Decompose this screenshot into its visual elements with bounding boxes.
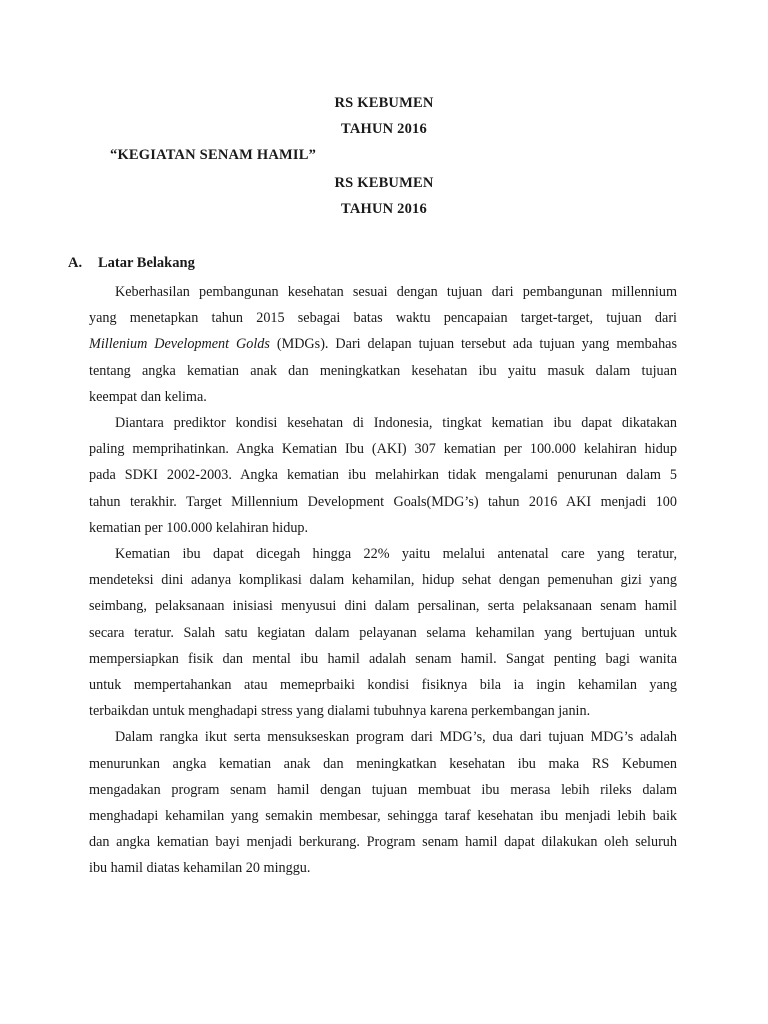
- paragraph-line: tahun terakhir. Target Millennium Development Goals(MDG’s) tahun 2016 AKI menjadi 100: [89, 493, 677, 510]
- header-institution-repeat: RS KEBUMEN: [334, 175, 434, 191]
- section-letter: A.: [68, 255, 83, 271]
- paragraph-line: mempersiapkan fisik dan mental ibu hamil adalah senam hamil. Sangat penting bagi wanita: [89, 650, 677, 667]
- section-heading: [68, 254, 195, 272]
- paragraph-3: [89, 541, 677, 724]
- paragraph-1: [89, 279, 677, 410]
- mdg-italic-term: Millenium Development Golds: [89, 336, 270, 353]
- paragraph-line: Keberhasilan pembangunan kesehatan sesuai dengan tujuan dari pembangunan millennium: [115, 284, 677, 300]
- paragraph-line-mixed: [89, 331, 677, 357]
- paragraph-line: secara teratur. Salah satu kegiatan dalam pelayanan selama kehamilan yang bertujuan untuk: [89, 624, 677, 641]
- paragraph-line: seimbang, pelaksanaan inisiasi menyusui dini dalam persalinan, serta pelaksanaan senam hamil: [89, 598, 677, 615]
- paragraph-line: yang menetapkan tahun 2015 sebagai batas waktu pencapaian target-target, tujuan dari: [89, 310, 677, 327]
- paragraph-line: Kematian ibu dapat dicegah hingga 22% yaitu melalui antenatal care yang teratur,: [115, 546, 677, 563]
- paragraph-line: mengadakan program senam hamil dengan tujuan membuat ibu merasa lebih rileks dalam: [89, 781, 677, 798]
- paragraph-4: [89, 724, 677, 881]
- paragraph-line: Dalam rangka ikut serta mensukseskan program dari MDG’s, dua dari tujuan MDG’s adalah: [115, 729, 677, 746]
- paragraph-2: [89, 410, 677, 541]
- header-year: TAHUN 2016: [341, 121, 427, 137]
- paragraph-line: kematian per 100.000 kelahiran hidup.: [89, 519, 309, 536]
- paragraph-line: keempat dan kelima.: [89, 388, 207, 405]
- section-title: Latar Belakang: [98, 255, 195, 271]
- paragraph-line: Diantara prediktor kondisi kesehatan di Indonesia, tingkat kematian ibu dapat dikatakan: [115, 415, 677, 432]
- paragraph-line: tentang angka kematian anak dan meningkatkan kesehatan ibu yaitu masuk dalam tujuan: [89, 362, 677, 379]
- paragraph-line: pada SDKI 2002-2003. Angka kematian ibu melahirkan tidak mengalami penurunan dalam 5: [89, 467, 677, 484]
- header-institution: RS KEBUMEN: [334, 95, 434, 111]
- header-year-repeat: TAHUN 2016: [341, 201, 427, 217]
- paragraph-line: untuk mempertahankan atau memeprbaiki kondisi fisiknya bila ia ingin kehamilan yang: [89, 677, 677, 694]
- paragraph-line-rest: (MDGs). Dari delapan tujuan tersebut ada tujuan yang membahas: [269, 336, 677, 353]
- body-text: [89, 279, 677, 882]
- paragraph-line: menurunkan angka kematian anak dan meningkatkan kesehatan ibu maka RS Kebumen: [89, 755, 677, 772]
- paragraph-line: ibu hamil diatas kehamilan 20 minggu.: [89, 860, 311, 877]
- paragraph-line: paling memprihatinkan. Angka Kematian Ibu (AKI) 307 kematian per 100.000 kelahiran hidup: [89, 441, 677, 458]
- paragraph-line: dan angka kematian bayi menjadi berkurang. Program senam hamil dapat dilakukan oleh seluruh: [89, 834, 677, 851]
- paragraph-line: menghadapi kehamilan yang semakin membesar, sehingga taraf kesehatan ibu menjadi lebih baik: [89, 808, 677, 825]
- event-title: “KEGIATAN SENAM HAMIL”: [110, 147, 317, 163]
- paragraph-line: terbaikdan untuk menghadapi stress yang dialami tubuhnya karena perkembangan janin.: [89, 703, 591, 720]
- paragraph-line: mendeteksi dini adanya komplikasi dalam kehamilan, hidup sehat dengan pemenuhan gizi yang: [89, 572, 677, 589]
